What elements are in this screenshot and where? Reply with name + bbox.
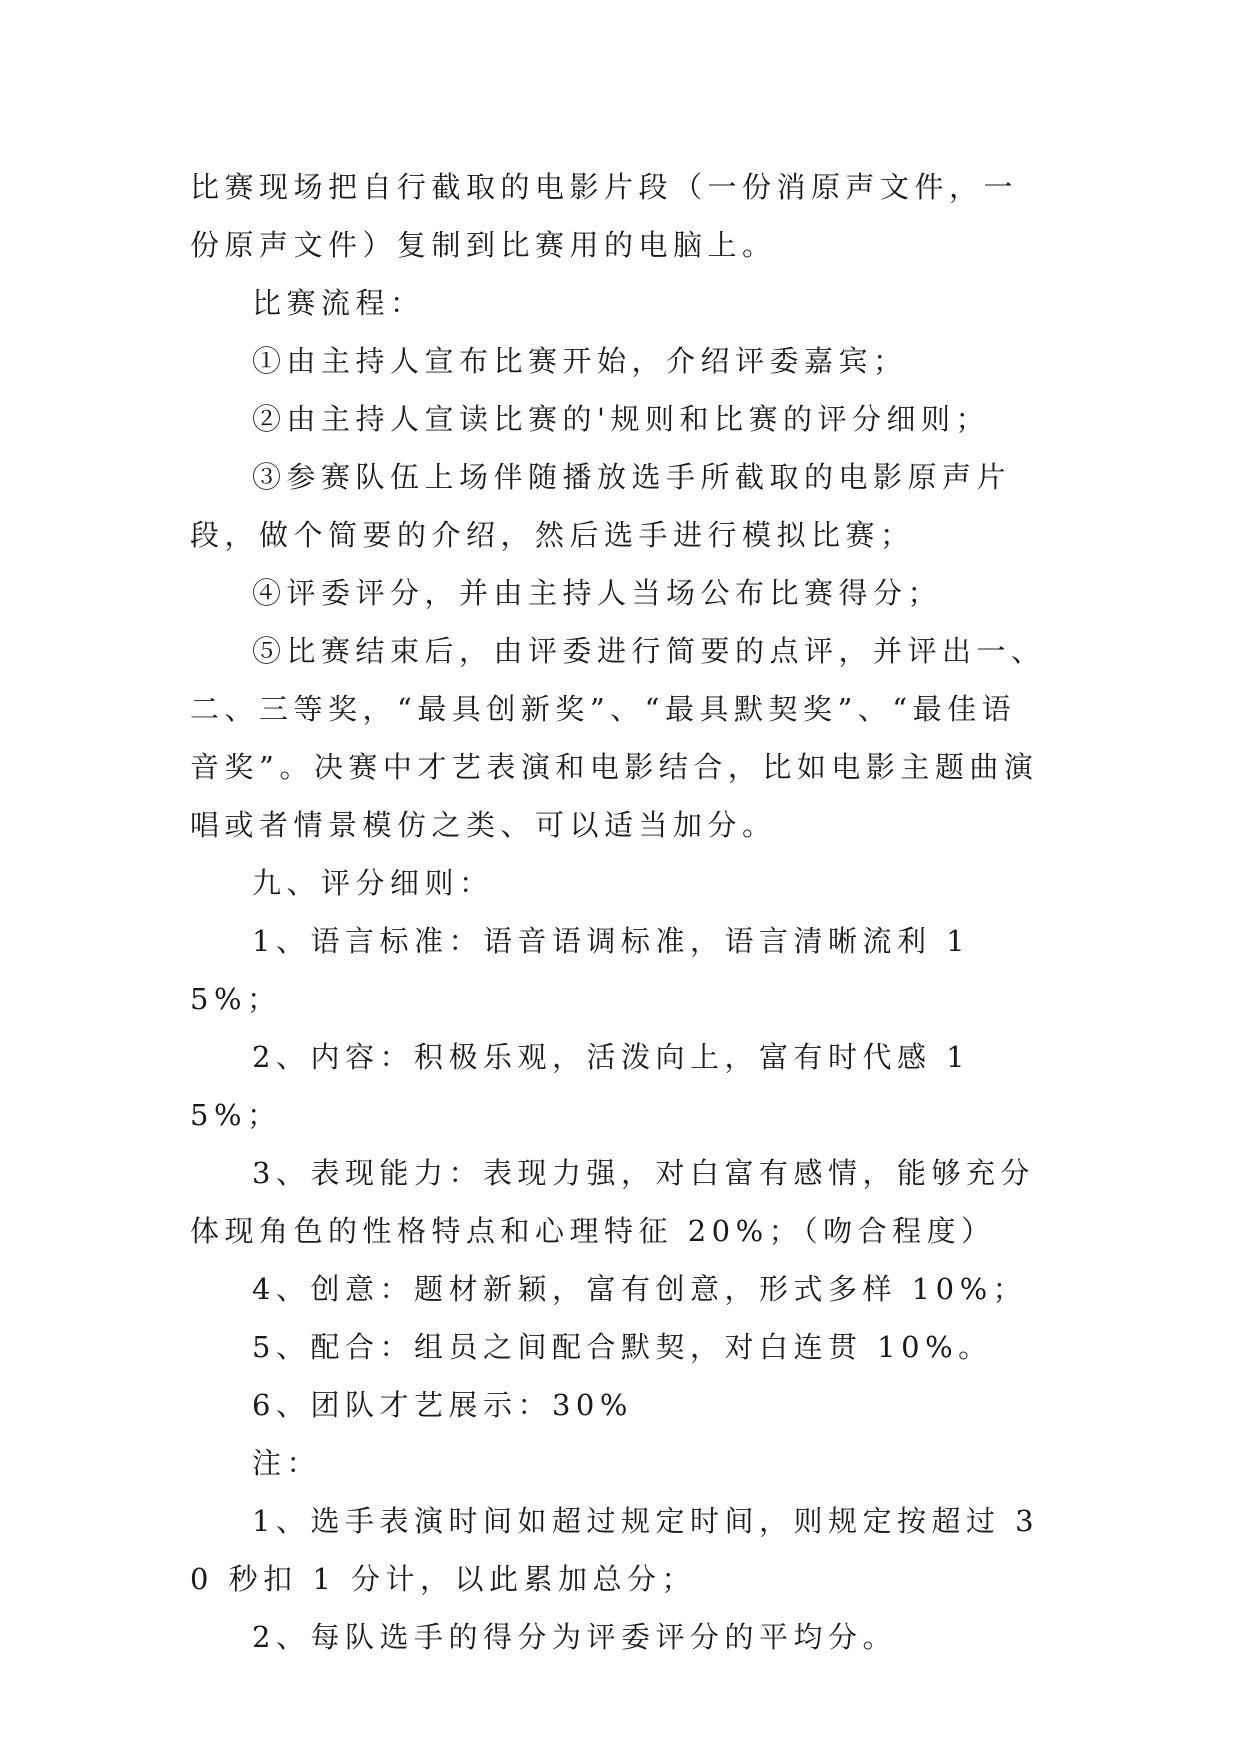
note-item-time-limit: 1、选手表演时间如超过规定时间，则规定按超过 30 秒扣 1 分计，以此累加总分； (190, 1504, 1040, 1596)
process-step-3: ③参赛队伍上场伴随播放选手所截取的电影原声片段，做个简要的介绍，然后选手进行模拟比赛； (190, 460, 1012, 552)
document-body (190, 158, 1050, 1666)
process-step-1: ①由主持人宣布比赛开始，介绍评委嘉宾； (252, 344, 908, 378)
heading-notes: 注： (252, 1446, 322, 1480)
scoring-item-performance: 3、表现能力：表现力强，对白富有感情，能够充分体现角色的性格特点和心理特征 20%；（吻合程度） (190, 1156, 1035, 1248)
process-step-2: ②由主持人宣读比赛的'规则和比赛的评分细则； (252, 402, 990, 436)
scoring-item-content: 2、内容：积极乐观，活泼向上，富有时代感 15%； (190, 1040, 971, 1132)
process-step-5: ⑤比赛结束后，由评委进行简要的点评，并评出一、二、三等奖，“最具创新奖”、“最具默契奖”、“最佳语音奖”。决赛中才艺表演和电影结合，比如电影主题曲演唱或者情景模仿之类、可以适当加分。 (190, 634, 1046, 842)
scoring-item-talent: 6、团队才艺展示：30% (252, 1388, 633, 1422)
paragraph-venue-setup: 比赛现场把自行截取的电影片段（一份消原声文件，一份原声文件）复制到比赛用的电脑上。 (190, 170, 1019, 262)
scoring-item-cooperation: 5、配合：组员之间配合默契，对白连贯 10%。 (252, 1330, 993, 1364)
note-item-average-score: 2、每队选手的得分为评委评分的平均分。 (252, 1620, 897, 1654)
heading-competition-process: 比赛流程： (252, 286, 425, 320)
scoring-item-language: 1、语言标准：语音语调标准，语言清晰流利 15%； (190, 924, 971, 1016)
process-step-4: ④评委评分，并由主持人当场公布比赛得分； (252, 576, 943, 610)
scoring-item-creativity: 4、创意：题材新颖，富有创意，形式多样 10%； (252, 1272, 1028, 1306)
heading-scoring-rules: 九、评分细则： (252, 866, 494, 900)
